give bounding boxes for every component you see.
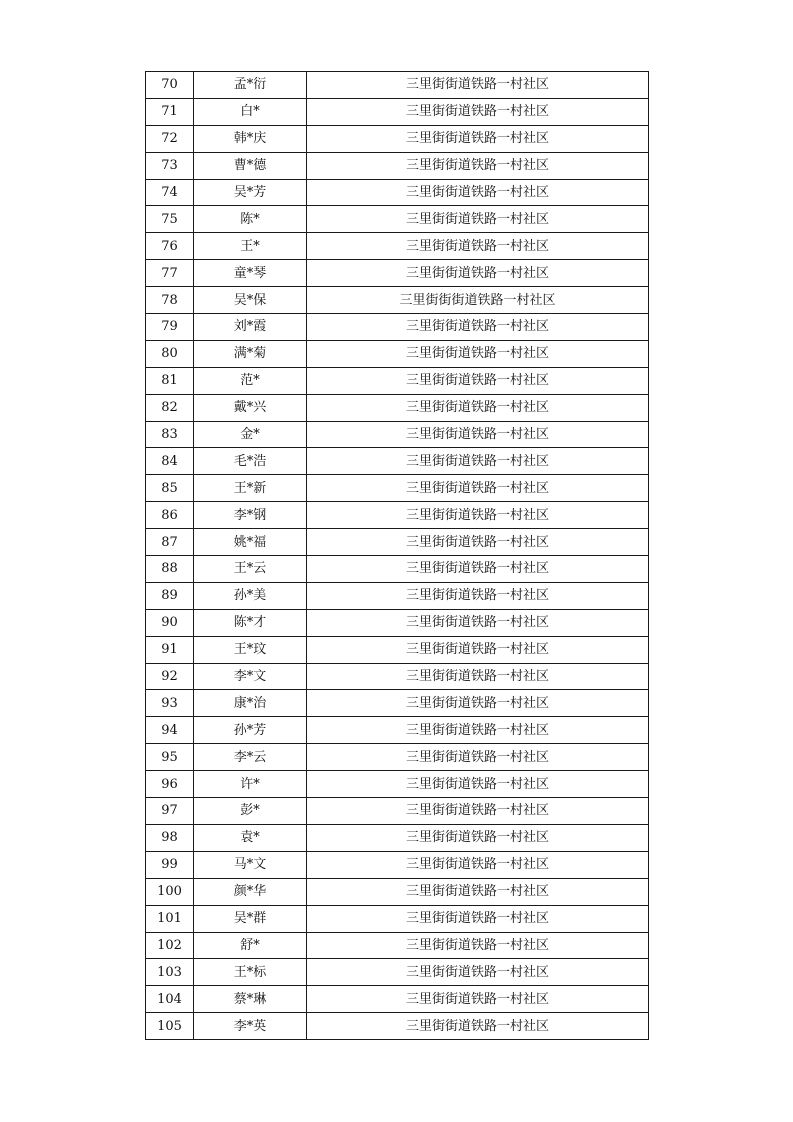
name-cell: 陈*才 — [194, 609, 307, 636]
community-cell: 三里街街道铁路一村社区 — [307, 851, 649, 878]
table-row — [146, 609, 649, 636]
name-cell: 孟*衍 — [194, 72, 307, 99]
table-row — [146, 959, 649, 986]
community-cell: 三里街街道铁路一村社区 — [307, 1013, 649, 1040]
name-cell: 舒* — [194, 932, 307, 959]
name-cell: 满*菊 — [194, 340, 307, 367]
name-cell: 毛*浩 — [194, 448, 307, 475]
row-number-cell: 70 — [146, 72, 194, 99]
table-row — [146, 690, 649, 717]
table-row — [146, 394, 649, 421]
table-row — [146, 421, 649, 448]
name-cell: 王*云 — [194, 556, 307, 583]
table-row — [146, 744, 649, 771]
name-cell: 范* — [194, 367, 307, 394]
community-cell: 三里街街道铁路一村社区 — [307, 556, 649, 583]
table-row — [146, 475, 649, 502]
row-number-cell: 101 — [146, 905, 194, 932]
name-cell: 吴*保 — [194, 287, 307, 314]
table-row — [146, 152, 649, 179]
row-number-cell: 96 — [146, 771, 194, 798]
name-cell: 金* — [194, 421, 307, 448]
table-row — [146, 986, 649, 1013]
name-cell: 李*英 — [194, 1013, 307, 1040]
table-row — [146, 582, 649, 609]
row-number-cell: 92 — [146, 663, 194, 690]
row-number-cell: 73 — [146, 152, 194, 179]
name-cell: 颜*华 — [194, 878, 307, 905]
table-row — [146, 367, 649, 394]
name-cell: 吴*芳 — [194, 179, 307, 206]
row-number-cell: 83 — [146, 421, 194, 448]
row-number-cell: 99 — [146, 851, 194, 878]
row-number-cell: 88 — [146, 556, 194, 583]
name-cell: 康*治 — [194, 690, 307, 717]
row-number-cell: 95 — [146, 744, 194, 771]
community-cell: 三里街街道铁路一村社区 — [307, 152, 649, 179]
community-cell: 三里街街道铁路一村社区 — [307, 448, 649, 475]
community-cell: 三里街街道铁路一村社区 — [307, 340, 649, 367]
community-cell: 三里街街道铁路一村社区 — [307, 529, 649, 556]
community-cell: 三里街街道铁路一村社区 — [307, 314, 649, 341]
name-cell: 孙*芳 — [194, 717, 307, 744]
table-row — [146, 636, 649, 663]
community-cell: 三里街街道铁路一村社区 — [307, 744, 649, 771]
community-cell: 三里街街道铁路一村社区 — [307, 394, 649, 421]
community-cell: 三里街街道铁路一村社区 — [307, 260, 649, 287]
table-row — [146, 72, 649, 99]
name-cell: 李*云 — [194, 744, 307, 771]
row-number-cell: 71 — [146, 98, 194, 125]
row-number-cell: 90 — [146, 609, 194, 636]
community-cell: 三里街街道铁路一村社区 — [307, 824, 649, 851]
community-cell: 三里街街道铁路一村社区 — [307, 959, 649, 986]
row-number-cell: 86 — [146, 502, 194, 529]
table-row — [146, 824, 649, 851]
table-row — [146, 717, 649, 744]
community-cell: 三里街街街道铁路一村社区 — [307, 287, 649, 314]
community-cell: 三里街街道铁路一村社区 — [307, 986, 649, 1013]
roster-table — [145, 71, 649, 1040]
community-cell: 三里街街道铁路一村社区 — [307, 878, 649, 905]
row-number-cell: 87 — [146, 529, 194, 556]
community-cell: 三里街街道铁路一村社区 — [307, 905, 649, 932]
community-cell: 三里街街道铁路一村社区 — [307, 582, 649, 609]
name-cell: 蔡*琳 — [194, 986, 307, 1013]
row-number-cell: 97 — [146, 798, 194, 825]
name-cell: 陈* — [194, 206, 307, 233]
table-row — [146, 340, 649, 367]
row-number-cell: 80 — [146, 340, 194, 367]
row-number-cell: 84 — [146, 448, 194, 475]
row-number-cell: 94 — [146, 717, 194, 744]
table-row — [146, 206, 649, 233]
community-cell: 三里街街道铁路一村社区 — [307, 367, 649, 394]
name-cell: 彭* — [194, 798, 307, 825]
table-row — [146, 932, 649, 959]
community-cell: 三里街街道铁路一村社区 — [307, 179, 649, 206]
community-cell: 三里街街道铁路一村社区 — [307, 663, 649, 690]
community-cell: 三里街街道铁路一村社区 — [307, 609, 649, 636]
community-cell: 三里街街道铁路一村社区 — [307, 98, 649, 125]
row-number-cell: 105 — [146, 1013, 194, 1040]
row-number-cell: 78 — [146, 287, 194, 314]
row-number-cell: 89 — [146, 582, 194, 609]
row-number-cell: 77 — [146, 260, 194, 287]
row-number-cell: 104 — [146, 986, 194, 1013]
community-cell: 三里街街道铁路一村社区 — [307, 125, 649, 152]
row-number-cell: 82 — [146, 394, 194, 421]
name-cell: 刘*霞 — [194, 314, 307, 341]
name-cell: 曹*德 — [194, 152, 307, 179]
row-number-cell: 100 — [146, 878, 194, 905]
table-row — [146, 125, 649, 152]
community-cell: 三里街街道铁路一村社区 — [307, 798, 649, 825]
table-row — [146, 98, 649, 125]
community-cell: 三里街街道铁路一村社区 — [307, 233, 649, 260]
table-row — [146, 529, 649, 556]
name-cell: 王*标 — [194, 959, 307, 986]
row-number-cell: 79 — [146, 314, 194, 341]
row-number-cell: 91 — [146, 636, 194, 663]
name-cell: 李*钢 — [194, 502, 307, 529]
table-row — [146, 556, 649, 583]
community-cell: 三里街街道铁路一村社区 — [307, 421, 649, 448]
row-number-cell: 103 — [146, 959, 194, 986]
name-cell: 袁* — [194, 824, 307, 851]
table-row — [146, 1013, 649, 1040]
table-row — [146, 771, 649, 798]
table-row — [146, 314, 649, 341]
table-row — [146, 663, 649, 690]
row-number-cell: 76 — [146, 233, 194, 260]
community-cell: 三里街街道铁路一村社区 — [307, 206, 649, 233]
name-cell: 白* — [194, 98, 307, 125]
table-row — [146, 878, 649, 905]
name-cell: 马*文 — [194, 851, 307, 878]
name-cell: 童*琴 — [194, 260, 307, 287]
community-cell: 三里街街道铁路一村社区 — [307, 771, 649, 798]
table-row — [146, 179, 649, 206]
name-cell: 戴*兴 — [194, 394, 307, 421]
row-number-cell: 75 — [146, 206, 194, 233]
table-row — [146, 502, 649, 529]
name-cell: 王*新 — [194, 475, 307, 502]
community-cell: 三里街街道铁路一村社区 — [307, 932, 649, 959]
row-number-cell: 72 — [146, 125, 194, 152]
row-number-cell: 81 — [146, 367, 194, 394]
table-row — [146, 905, 649, 932]
table-row — [146, 851, 649, 878]
table-row — [146, 260, 649, 287]
row-number-cell: 85 — [146, 475, 194, 502]
row-number-cell: 98 — [146, 824, 194, 851]
name-cell: 孙*美 — [194, 582, 307, 609]
table-row — [146, 233, 649, 260]
name-cell: 韩*庆 — [194, 125, 307, 152]
community-cell: 三里街街道铁路一村社区 — [307, 502, 649, 529]
row-number-cell: 93 — [146, 690, 194, 717]
table-row — [146, 798, 649, 825]
row-number-cell: 74 — [146, 179, 194, 206]
name-cell: 吴*群 — [194, 905, 307, 932]
community-cell: 三里街街道铁路一村社区 — [307, 690, 649, 717]
community-cell: 三里街街道铁路一村社区 — [307, 72, 649, 99]
name-cell: 王*玟 — [194, 636, 307, 663]
community-cell: 三里街街道铁路一村社区 — [307, 475, 649, 502]
community-cell: 三里街街道铁路一村社区 — [307, 636, 649, 663]
name-cell: 许* — [194, 771, 307, 798]
row-number-cell: 102 — [146, 932, 194, 959]
roster-table-body — [146, 72, 649, 1040]
name-cell: 王* — [194, 233, 307, 260]
name-cell: 姚*福 — [194, 529, 307, 556]
table-row — [146, 448, 649, 475]
community-cell: 三里街街道铁路一村社区 — [307, 717, 649, 744]
table-row — [146, 287, 649, 314]
name-cell: 李*文 — [194, 663, 307, 690]
